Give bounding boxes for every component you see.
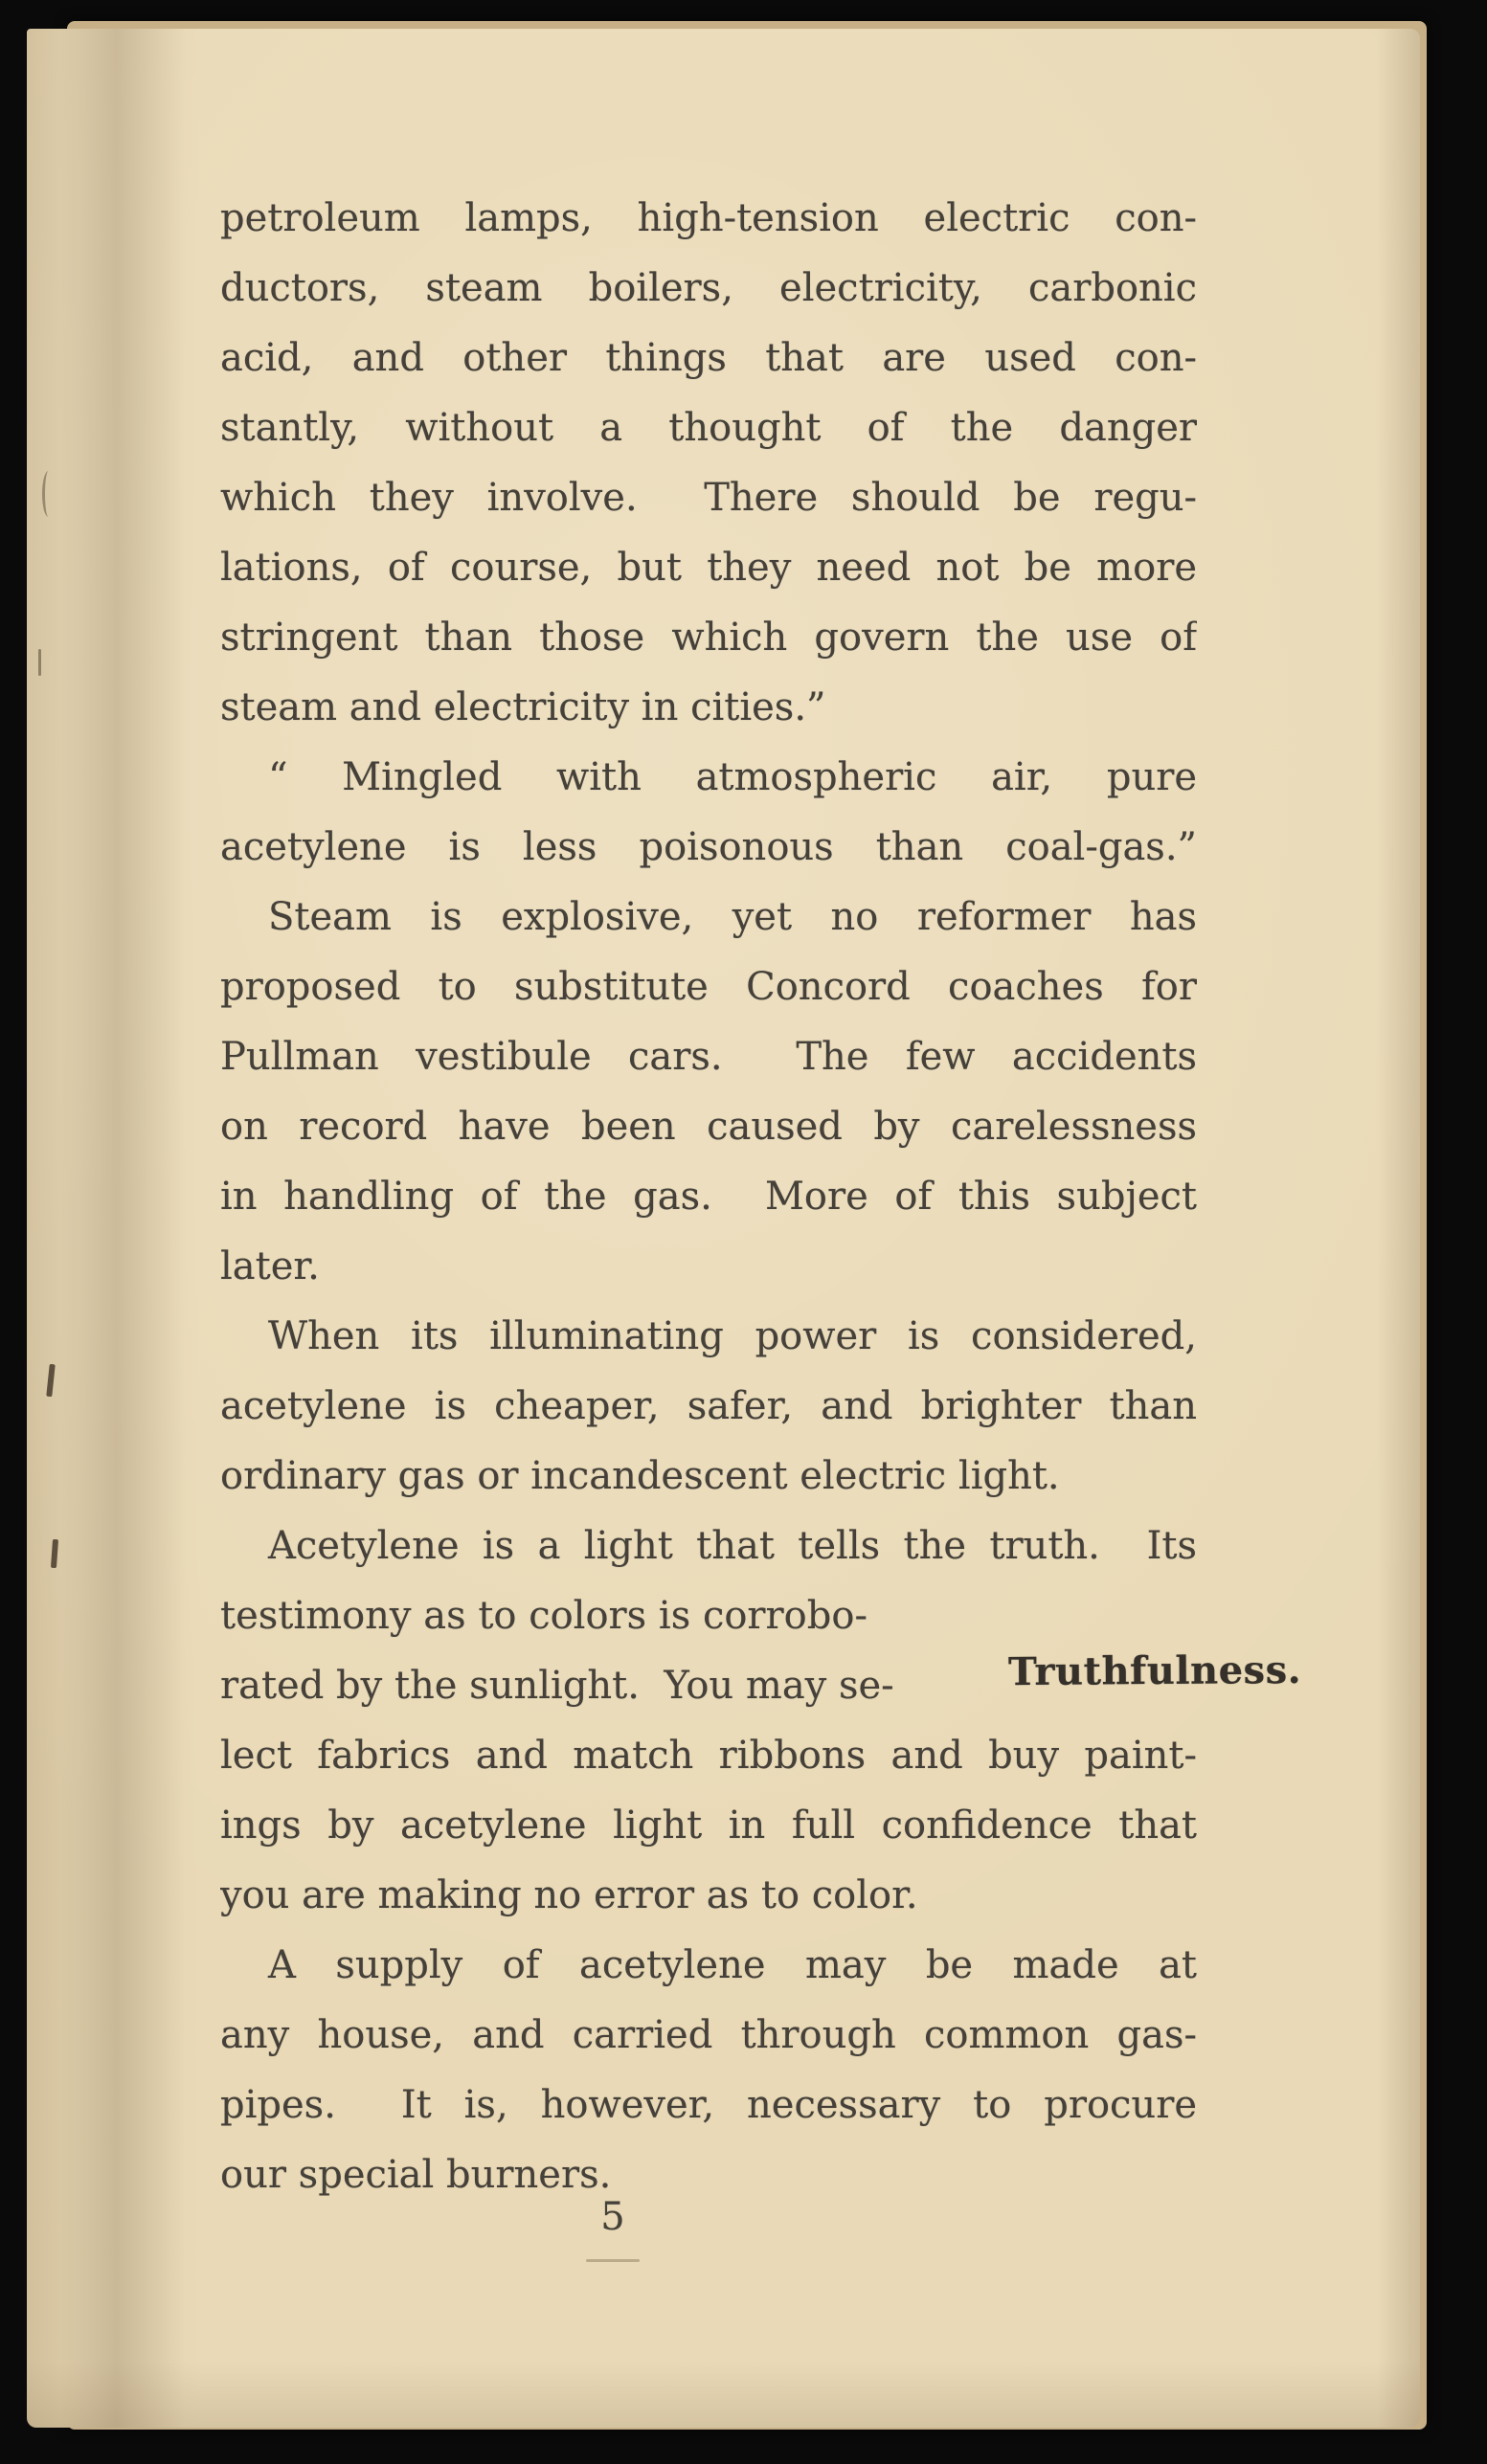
text-line: Pullman vestibule cars. The few accidents <box>220 1035 1197 1079</box>
text-line: acid, and other things that are used con- <box>220 336 1197 380</box>
text-line: acetylene is cheaper, safer, and brighter than <box>220 1384 1197 1428</box>
text-line: on record have been caused by carelessness <box>220 1105 1197 1149</box>
text-block <box>220 184 1197 2210</box>
page-number: 5 <box>600 2195 625 2239</box>
paragraph <box>220 1931 1197 2210</box>
text-line: ings by acetylene light in full confidence that <box>220 1803 1197 1848</box>
text-line: which they involve. There should be regu- <box>220 476 1197 520</box>
text-line: petroleum lamps, high-tension electric con- <box>220 196 1197 240</box>
text-line: proposed to substitute Concord coaches for <box>220 965 1197 1009</box>
text-line: our special burners. <box>220 2153 612 2197</box>
binding-scuff-mark <box>38 649 41 676</box>
text-line: acetylene is less poisonous than coal-gas.” <box>220 825 1197 869</box>
binding-gutter <box>60 29 185 2428</box>
text-line: steam and electricity in cities.” <box>220 685 826 729</box>
stitch-mark <box>46 1364 56 1397</box>
text-line: later. <box>220 1244 320 1288</box>
text-line: ductors, steam boilers, electricity, carbonic <box>220 266 1197 310</box>
margin-note: Truthfulness. <box>1007 1646 1302 1695</box>
text-line: ordinary gas or incandescent electric light. <box>220 1454 1060 1498</box>
text-line: testimony as to colors is corrobo- <box>220 1594 867 1638</box>
text-line: any house, and carried through common gas- <box>220 2013 1197 2057</box>
stitch-mark <box>51 1539 58 1568</box>
text-line: in handling of the gas. More of this subject <box>220 1175 1197 1219</box>
text-line: you are making no error as to color. <box>220 1873 918 1917</box>
text-line: stantly, without a thought of the danger <box>220 406 1197 450</box>
paragraph <box>220 184 1197 743</box>
book-page <box>27 29 1420 2428</box>
text-line: A supply of acetylene may be made at <box>268 1943 1197 1987</box>
paragraph <box>220 883 1197 1302</box>
text-line: When its illuminating power is considered, <box>268 1314 1197 1358</box>
paragraph <box>220 743 1197 883</box>
ink-smudge <box>586 2259 640 2262</box>
binding-scuff-mark <box>42 471 55 517</box>
paragraph <box>220 1512 1197 1931</box>
text-line: lect fabrics and match ribbons and buy paint- <box>220 1734 1197 1778</box>
text-line: pipes. It is, however, necessary to procure <box>220 2083 1197 2127</box>
text-line: rated by the sunlight. You may se- <box>220 1664 894 1708</box>
text-line: “ Mingled with atmospheric air, pure <box>268 755 1197 799</box>
text-line: Steam is explosive, yet no reformer has <box>268 895 1197 939</box>
text-line: lations, of course, but they need not be more <box>220 546 1197 590</box>
paragraph <box>220 1302 1197 1512</box>
text-line: stringent than those which govern the use of <box>220 616 1197 660</box>
text-line: Acetylene is a light that tells the truth. Its <box>268 1524 1197 1568</box>
